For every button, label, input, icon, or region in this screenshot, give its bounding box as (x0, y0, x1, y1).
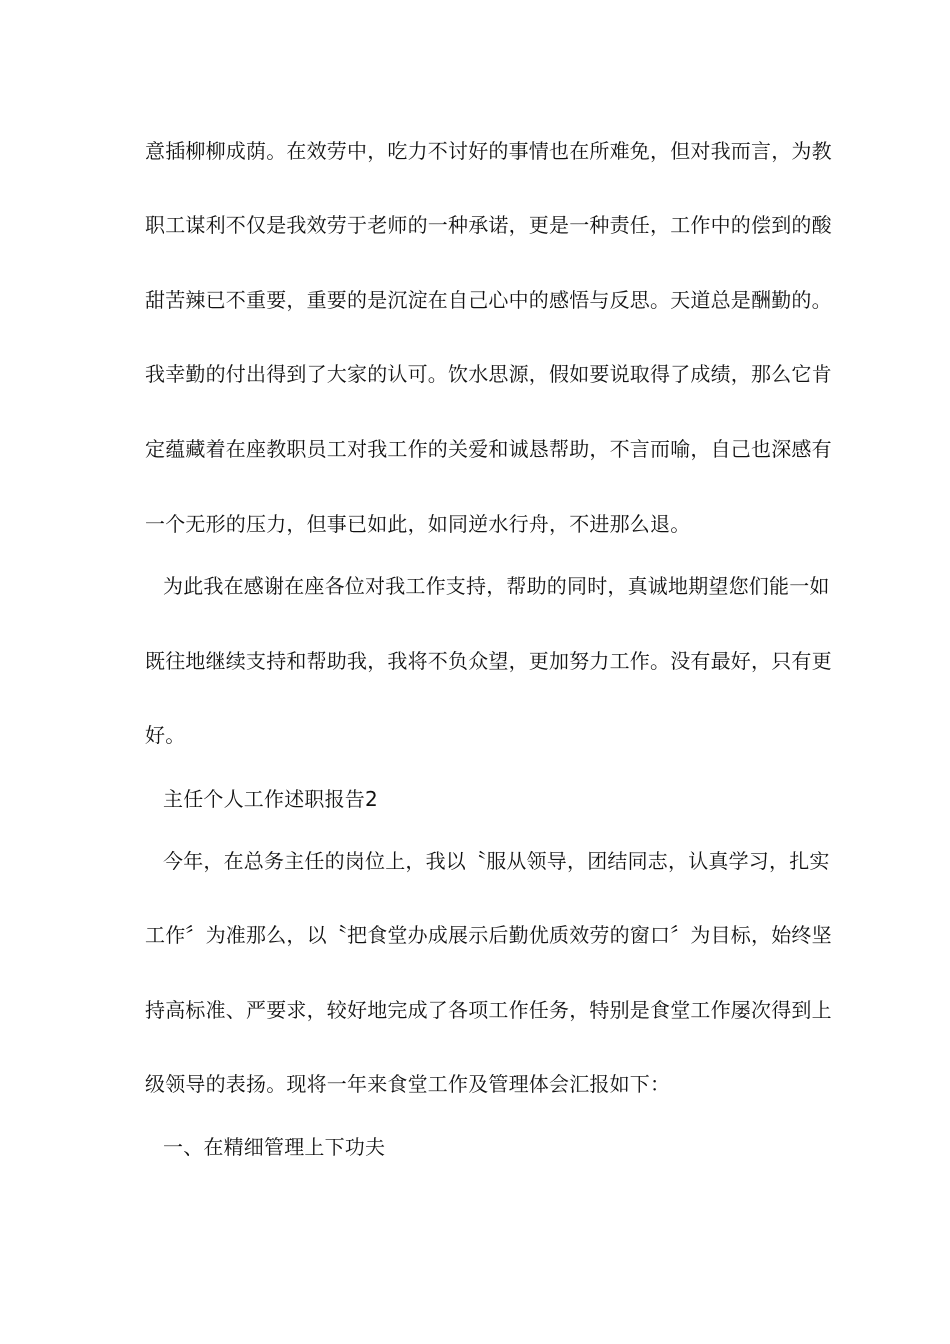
paragraph-2-line-2: 既往地继续支持和帮助我，我将不负众望，更加努力工作。没有最好，只有更 (145, 649, 832, 673)
paragraph-3-line-2: 工作〞为准那么，以〝把食堂办成展示后勤优质效劳的窗口〞为目标，始终坚 (145, 923, 832, 947)
paragraph-1-line-5: 定蕴藏着在座教职员工对我工作的关爱和诚恳帮助，不言而喻，自己也深感有 (145, 437, 832, 461)
paragraph-2-line-3: 好。 (145, 723, 186, 747)
paragraph-1-line-6: 一个无形的压力，但事已如此，如同逆水行舟，不进那么退。 (145, 512, 691, 536)
section-title: 主任个人工作述职报告2 (163, 787, 378, 811)
paragraph-1-line-1: 意插柳柳成荫。在效劳中，吃力不讨好的事情也在所难免，但对我而言，为教 (145, 139, 832, 163)
paragraph-2-line-1: 为此我在感谢在座各位对我工作支持，帮助的同时，真诚地期望您们能一如 (163, 574, 830, 598)
paragraph-3-line-1: 今年，在总务主任的岗位上，我以〝服从领导，团结同志，认真学习，扎实 (163, 849, 830, 873)
paragraph-3-line-3: 持高标准、严要求，较好地完成了各项工作任务，特别是食堂工作屡次得到上 (145, 998, 832, 1022)
paragraph-1-line-4: 我幸勤的付出得到了大家的认可。饮水思源，假如要说取得了成绩，那么它肯 (145, 362, 832, 386)
paragraph-1-line-3: 甜苦辣已不重要，重要的是沉淀在自己心中的感悟与反思。天道总是酬勤的。 (145, 288, 832, 312)
subheading: 一、在精细管理上下功夫 (163, 1135, 386, 1159)
paragraph-3-line-4: 级领导的表扬。现将一年来食堂工作及管理体会汇报如下： (145, 1072, 671, 1096)
paragraph-1-line-2: 职工谋利不仅是我效劳于老师的一种承诺，更是一种责任，工作中的偿到的酸 (145, 213, 832, 237)
